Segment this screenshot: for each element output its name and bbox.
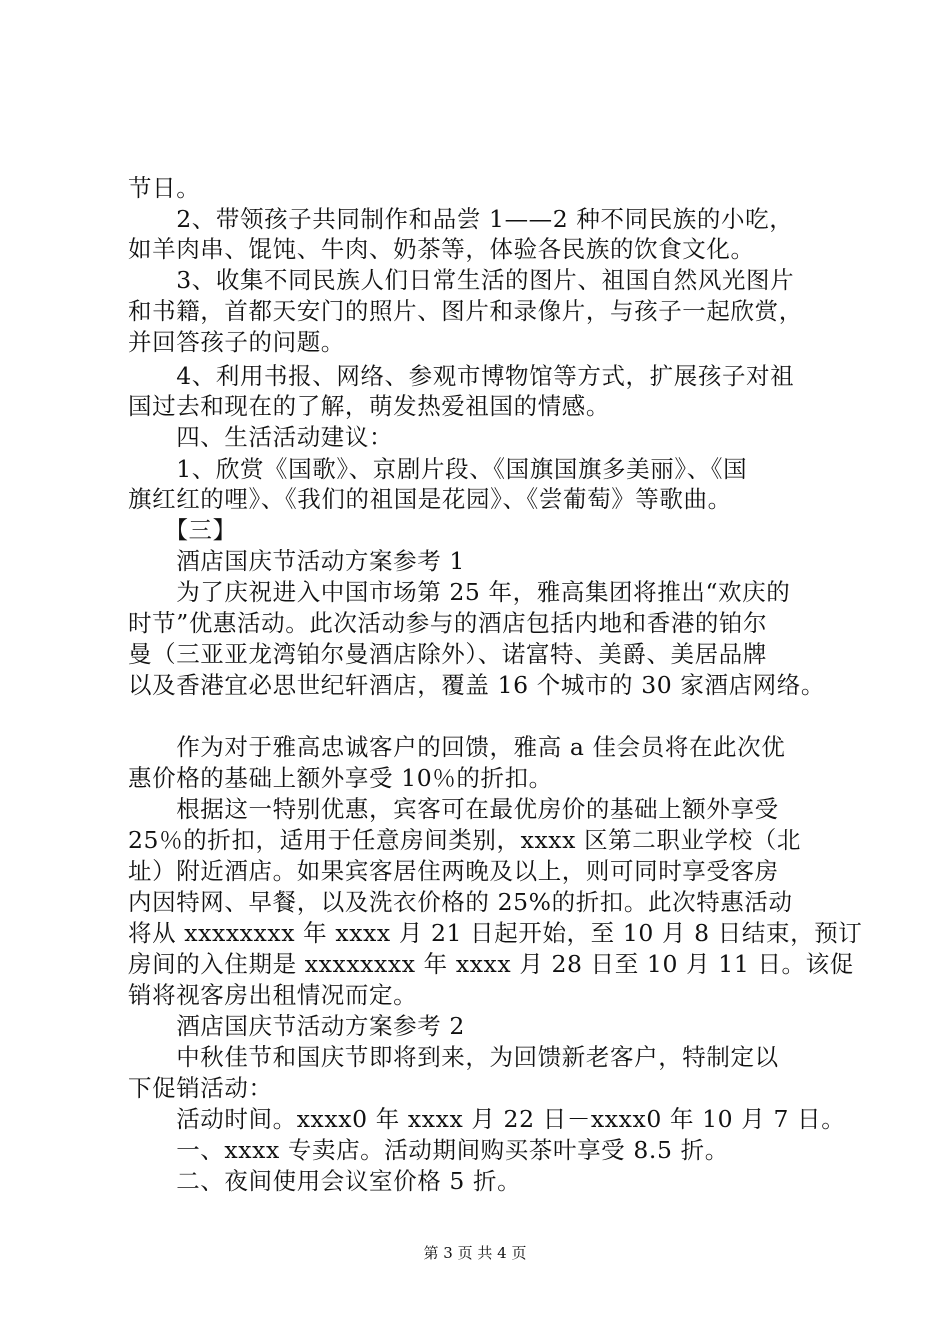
text-line: 节日。 bbox=[128, 174, 201, 202]
section-heading: 【三】 bbox=[128, 516, 237, 544]
text-line: 内因特网、早餐，以及洗衣价格的 25%的折扣。此次特惠活动 bbox=[128, 888, 793, 916]
text-line: 作为对于雅高忠诚客户的回馈，雅高 a 佳会员将在此次优 bbox=[128, 733, 786, 761]
text-line: 二、夜间使用会议室价格 5 折。 bbox=[128, 1167, 522, 1195]
text-line: 4、利用书报、网络、参观市博物馆等方式，扩展孩子对祖 bbox=[128, 362, 795, 390]
text-line: 国过去和现在的了解，萌发热爱祖国的情感。 bbox=[128, 392, 610, 420]
text-line: 3、收集不同民族人们日常生活的图片、祖国自然风光图片 bbox=[128, 266, 795, 294]
text-line: 一、xxxx 专卖店。活动期间购买茶叶享受 8.5 折。 bbox=[128, 1136, 729, 1164]
page-number-footer: 第 3 页 共 4 页 bbox=[423, 1244, 527, 1262]
text-line: 酒店国庆节活动方案参考 1 bbox=[128, 547, 465, 575]
text-line: 25％的折扣，适用于任意房间类别，xxxx 区第二职业学校（北 bbox=[128, 826, 801, 854]
text-line: 下促销活动： bbox=[128, 1074, 273, 1102]
text-line: 根据这一特别优惠，宾客可在最优房价的基础上额外享受 bbox=[128, 795, 779, 823]
text-line: 为了庆祝进入中国市场第 25 年，雅高集团将推出“欢庆的 bbox=[128, 578, 791, 606]
text-line: 酒店国庆节活动方案参考 2 bbox=[128, 1012, 465, 1040]
text-line: 房间的入住期是 xxxxxxxx 年 xxxx 月 28 日至 10 月 11 日。该促 bbox=[128, 950, 854, 978]
text-line: 将从 xxxxxxxx 年 xxxx 月 21 日起开始，至 10 月 8 日结束，预订 bbox=[128, 919, 863, 947]
text-line: 时节”优惠活动。此次活动参与的酒店包括内地和香港的铂尔 bbox=[128, 609, 768, 637]
text-line: 并回答孩子的问题。 bbox=[128, 328, 345, 356]
text-line: 址）附近酒店。如果宾客居住两晚及以上，则可同时享受客房 bbox=[128, 857, 779, 885]
text-line: 曼（三亚亚龙湾铂尔曼酒店除外）、诺富特、美爵、美居品牌 bbox=[128, 640, 767, 668]
text-line: 如羊肉串、馄饨、牛肉、奶茶等，体验各民族的饮食文化。 bbox=[128, 235, 755, 263]
text-line: 四、生活活动建议： bbox=[128, 423, 394, 451]
text-line: 旗红红的哩》、《我们的祖国是花园》、《尝葡萄》等歌曲。 bbox=[128, 485, 732, 513]
text-line: 2、带领孩子共同制作和品尝 1——2 种不同民族的小吃， bbox=[128, 205, 794, 233]
text-line: 1、欣赏《国歌》、京剧片段、《国旗国旗多美丽》、《国 bbox=[128, 455, 748, 483]
text-line: 销将视客房出租情况而定。 bbox=[128, 981, 418, 1009]
text-line: 中秋佳节和国庆节即将到来，为回馈新老客户，特制定以 bbox=[128, 1043, 779, 1071]
text-line: 惠价格的基础上额外享受 10％的折扣。 bbox=[128, 764, 553, 792]
text-line: 和书籍，首都天安门的照片、图片和录像片，与孩子一起欣赏， bbox=[128, 297, 803, 325]
text-line: 以及香港宜必思世纪轩酒店，覆盖 16 个城市的 30 家酒店网络。 bbox=[128, 671, 825, 699]
text-line: 活动时间。xxxx0 年 xxxx 月 22 日－xxxx0 年 10 月 7 日。 bbox=[128, 1105, 846, 1133]
